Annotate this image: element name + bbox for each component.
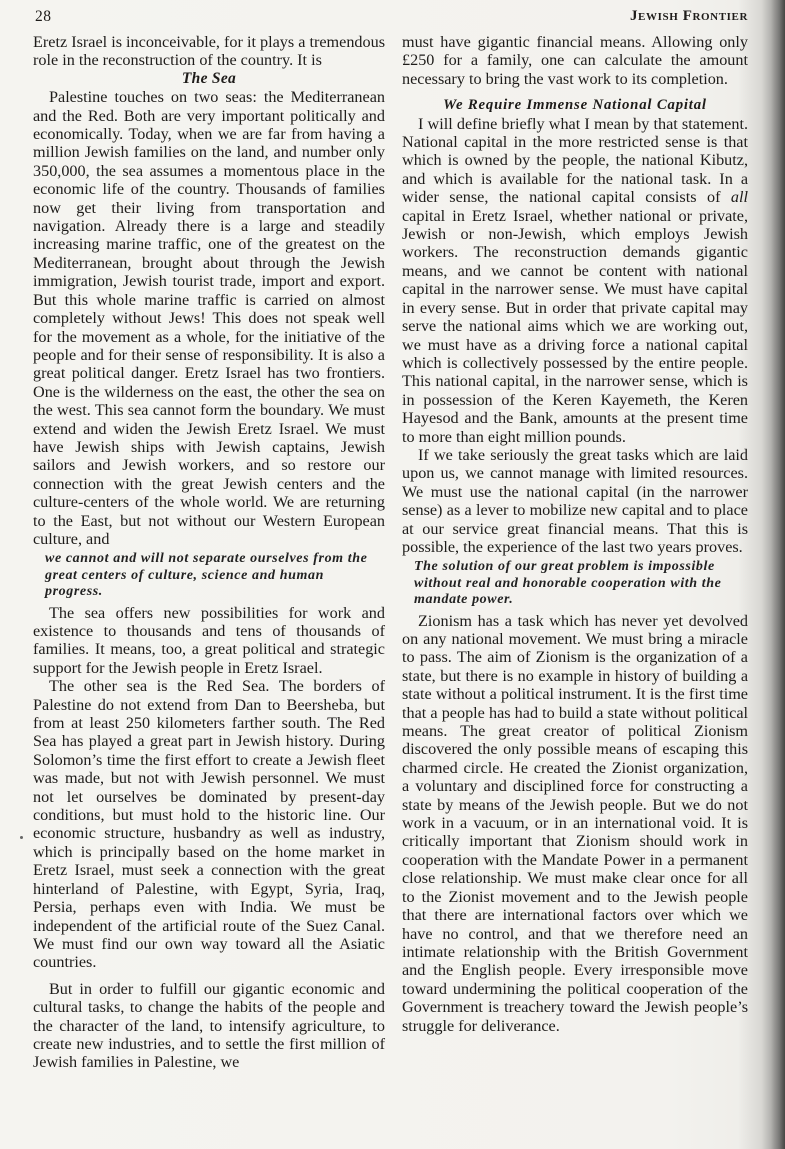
paragraph-continued: Eretz Israel is inconceivable, for it plays a tremendous role in the reconstruction of the country. It is [33, 33, 385, 70]
section-heading-the-sea: The Sea [181, 69, 237, 87]
section-heading-national-capital: We Require Immense National Capital [443, 97, 707, 114]
paragraph: Palestine touches on two seas: the Mediterranean and the Red. Both are very important politically and economically. Today, when we are far from having a million Jewish families on the land, and number only 350,000, the sea assumes a momentous place in the economic life of the country. Thousands of families now get their living from transportation and navigation. Already there is a large and steadily increasing marine traffic, one of the greatest on the Mediterranean, brought about through the Jewish immigration, Jewish tourist trade, import and export. But this whole marine traffic is carried on almost completely without Jews! This does not speak well for the movement as a whole, for the initiative of the people and for their sense of responsibility. It is also a great political danger. Eretz Israel has two frontiers. One is the wilderness on the east, the other the sea on the west. This sea cannot form the boundary. We must extend and widen the Jewish Eretz Israel. We must have Jewish ships with Jewish captains, Jewish sailors and Jewish workers, and so restore our connection with the great Jewish centers and the culture-centers of the whole world. We are returning to the East, but not without our Western European culture, and [33, 88, 385, 548]
pull-quote: we cannot and will not separate ourselves from the great centers of culture, science and human progress. [45, 551, 368, 600]
paragraph: Zionism has a task which has never yet devolved on any national movement. We must bring a miracle to pass. The aim of Zionism is the organization of a state, but there is no example in history of building a state without a political instrument. It is the first time that a people has had to build a state without political means. The great creator of political Zionism discovered the only possible means of escaping this charmed circle. He created the Zionist organization, a voluntary and disciplined force for constructing a state by means of the Jewish people. But we do not work in a vacuum, or in an international void. It is critically important that Zionism should work in cooperation with the Mandate Power in a permanent close relationship. We must make clear once for all to the Zionist movement and to the Jewish people that there are international factors over which we have no control, and that we therefore need an intimate relationship with the British Government and the English people. Every irresponsible move toward undermining the political cooperation of the Government is treachery toward the Jewish people’s struggle for deliverance. [402, 611, 748, 1035]
paragraph: If we take seriously the great tasks which are laid upon us, we cannot manage with limited resources. We must use the national capital (in the narrower sense) as a lever to mobilize new capital and to place at our service great financial means. That this is possible, the experience of the last two years proves. [402, 445, 748, 556]
scan-edge-shadow [771, 0, 785, 1149]
paragraph-text: I will define briefly what I mean by that statement. National capital in the more restricted sense is that which is owned by the people, the national Kibutz, and which is available for the national task. In a wider sense, the national capital consists of [402, 114, 748, 207]
paragraph-text: capital in Eretz Israel, whether national or private, Jewish or non-Jewish, which employs Jewish workers. The reconstruction demands gigantic means, and we cannot be content with national capital in the narrower sense. We must have capital in every sense. But in order that private capital may serve the national aims which we are working out, we must have as a driving force a national capital which is collectively possessed by the entire people. This national capital, in the narrower sense, which is in possession of the Keren Kayemeth, the Keren Hayesod and the Bank, amounts at the present time to more than eight million pounds. [402, 206, 748, 446]
right-column [402, 33, 748, 1035]
page-number: 28 [35, 8, 52, 25]
emphasis-text: all [730, 188, 748, 207]
scan-speck [20, 836, 23, 839]
paragraph: The sea offers new possibilities for work and existence to thousands and tens of thousands of families. It means, too, a great political and strategic support for the Jewish people in Eretz Israel. [33, 603, 385, 677]
journal-title: Jewish Frontier [629, 8, 748, 24]
paragraph: The other sea is the Red Sea. The borders of Palestine do not extend from Dan to Beersheba, but from at least 250 kilometers farther south. The Red Sea has played a great part in Jewish history. During Solomon’s time the first effort to create a Jewish fleet was made, but not with Jewish personnel. We must not let ourselves be dominated by present-day conditions, but must hold to the historic line. Our economic structure, husbandry as well as industry, which is principally based on the home market in Eretz Israel, must seek a connection with the great hinterland of Palestine, with Egypt, Syria, Iraq, Persia, perhaps even with India. We must be independent of the artificial route of the Suez Canal. We must find our own way toward all the Asiatic countries. [33, 677, 385, 972]
paragraph [402, 115, 748, 446]
running-header [35, 8, 748, 30]
paragraph-continued: must have gigantic financial means. Allowing only £250 for a family, one can calculate the amount necessary to bring the vast work to its completion. [402, 33, 748, 88]
pull-quote: The solution of our great problem is impossible without real and honorable cooperation with the mandate power. [414, 559, 722, 608]
left-column [33, 33, 385, 1072]
paragraph: But in order to fulfill our gigantic economic and cultural tasks, to change the habits of the people and the character of the land, to intensify agriculture, to create new industries, and to settle the first million of Jewish families in Palestine, we [33, 979, 385, 1072]
